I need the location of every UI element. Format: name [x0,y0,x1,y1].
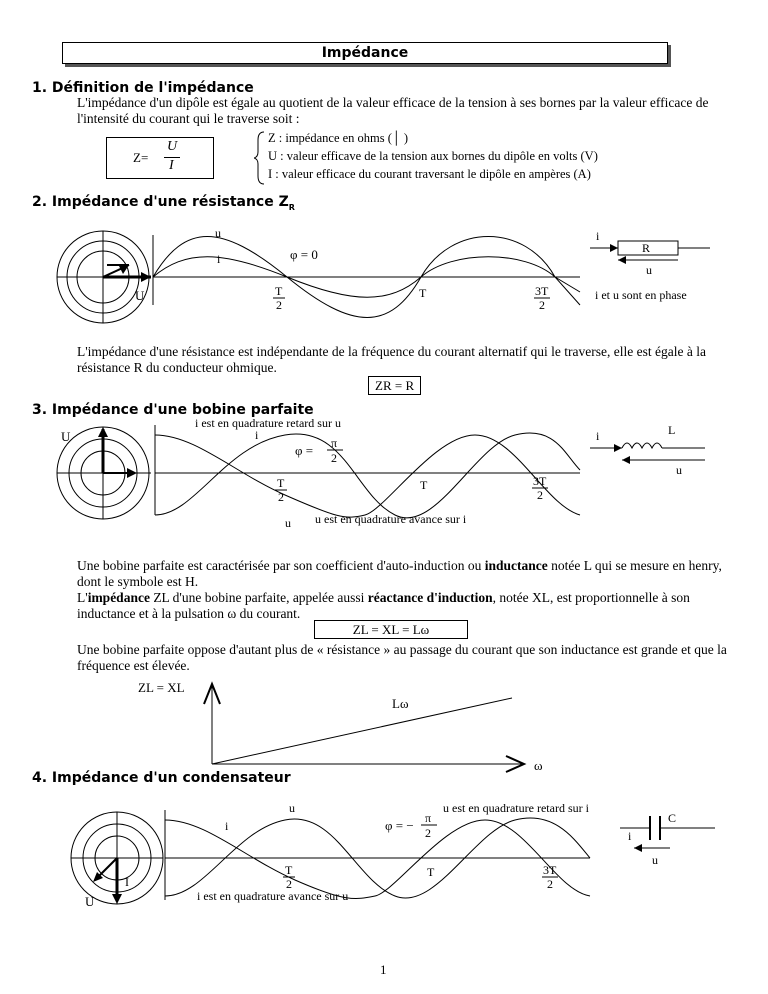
quadrature-note-bottom: i est en quadrature avance sur u [197,889,349,903]
capacitor-circuit [620,808,720,868]
resistor-circuit [590,228,720,278]
current-curve [165,820,590,899]
tick-3t-half-num: 3T [543,863,557,877]
tick-t-half-den: 2 [276,298,282,312]
curve-label-u: u [285,516,291,530]
phase-num: π [425,811,432,825]
definition-z: Z : impédance en ohms (│ ) [268,131,409,145]
phase-label: φ = [295,443,314,458]
section-3-text-3: Une bobine parfaite oppose d'autant plus de « résistance » au passage du courant que son inductance est grande et que la fréquence est élevée. [77,642,727,673]
phase-num: π [331,436,338,450]
definition-i: I : valeur efficace du courant traversant le dipôle en ampères (A) [268,167,591,181]
tick-3t-half-den: 2 [547,877,553,891]
resistor-label: R [642,241,651,255]
curve-label-i: i [255,428,259,442]
circuit-label-i: i [596,429,600,443]
page-number: 1 [380,962,387,977]
definition-brace [254,130,266,186]
circuit-label-u: u [676,463,682,477]
page-title: Impédance [321,45,409,61]
phasor-label-u: U [135,288,145,303]
quadrature-note-top: i est en quadrature retard sur u [195,416,341,430]
phasor-diagram [57,231,151,323]
phase-note: i et u sont en phase [595,288,687,302]
resistance-formula: ZR = R [368,376,421,395]
curve-label-i: i [225,819,229,833]
phase-label: φ = − [385,818,414,833]
curve-label-i: i [217,252,221,266]
circuit-label-u: u [646,263,652,277]
phasor-diagram [57,427,151,519]
plot-y-label: ZL = XL [138,680,185,695]
inductor-graph [55,415,585,530]
tick-t-half-num: T [277,476,285,490]
quadrature-note-top: u est en quadrature retard sur i [443,801,589,815]
resistance-graph [55,225,585,325]
circuit-label-i: i [596,229,600,243]
section-3-heading: 3. Impédance d'une bobine parfaite [32,402,314,418]
section-2-heading: 2. Impédance d'une résistance $Z_R$ [32,194,295,212]
formula-numerator: U [167,139,178,154]
section-2-text: L'impédance d'une résistance est indépendante de la fréquence du courant alternatif qui le traverse, elle est égale à la résistance R du conducteur ohmique. [77,344,706,375]
inductance-formula: ZL = XL = Lω [314,620,468,639]
section-1-heading: 1. Définition de l'impédance [32,80,254,96]
capacitor-graph [55,800,595,910]
current-curve [155,433,580,518]
tick-t-half-num: T [285,863,293,877]
tick-3t-half-den: 2 [537,488,543,502]
phasor-label-i: I [125,875,129,889]
tick-t-half-den: 2 [286,877,292,891]
section-3-text-2: L'impédance ZL d'une bobine parfaite, appelée aussi réactance d'induction, notée XL, est proportionnelle à son inductance et à la pulsation ω du courant. [77,590,690,621]
definition-u: U : valeur efficave de la tension aux bornes du dipôle en volts (V) [268,149,598,163]
tick-3t-half-num: 3T [535,284,549,298]
quadrature-note-bottom: u est en quadrature avance sur i [315,512,467,526]
tick-t-half-den: 2 [278,490,284,504]
section-3-text-1: Une bobine parfaite est caractérisée par son coefficient d'auto-induction ou inductance notée L qui se mesure en henry, dont le symbole est H. [77,558,722,589]
circuit-label-i: i [628,829,632,843]
tick-3t-half-num: 3T [533,474,547,488]
capacitor-label: C [668,811,677,825]
plot-line [212,698,512,764]
phasor-label-u: U [61,429,71,444]
inductor-circuit [590,422,720,477]
tick-3t-half-den: 2 [539,298,545,312]
formula-denominator: I [169,158,174,173]
inductor-label: L [668,423,676,437]
tick-t-half-num: T [275,284,283,298]
plot-x-label: ω [534,758,543,773]
formula-lhs: Z= [133,150,149,165]
heading-subscript-r: R [288,202,295,212]
page-title-box [62,42,668,64]
impedance-frequency-plot [130,678,550,774]
curve-label-u: u [215,226,221,240]
plot-line-label: Lω [392,696,409,711]
impedance-formula-box [106,137,214,179]
curve-label-u: u [289,801,295,815]
tick-t: T [419,286,427,300]
section-4-heading: 4. Impédance d'un condensateur [32,770,291,786]
phasor-diagram [71,812,163,904]
phase-label: φ = 0 [290,247,318,262]
phasor-label-u: U [85,894,95,909]
phase-den: 2 [331,451,337,465]
phase-den: 2 [425,826,431,840]
tick-t: T [420,478,428,492]
circuit-label-u: u [652,853,658,867]
section-1-text: L'impédance d'un dipôle est égale au quotient de la valeur efficace de la tension à ses bornes par la valeur efficace de l'intensité du courant qui le traverse soit : [77,95,709,126]
tick-t: T [427,865,435,879]
voltage-curve [155,435,580,517]
